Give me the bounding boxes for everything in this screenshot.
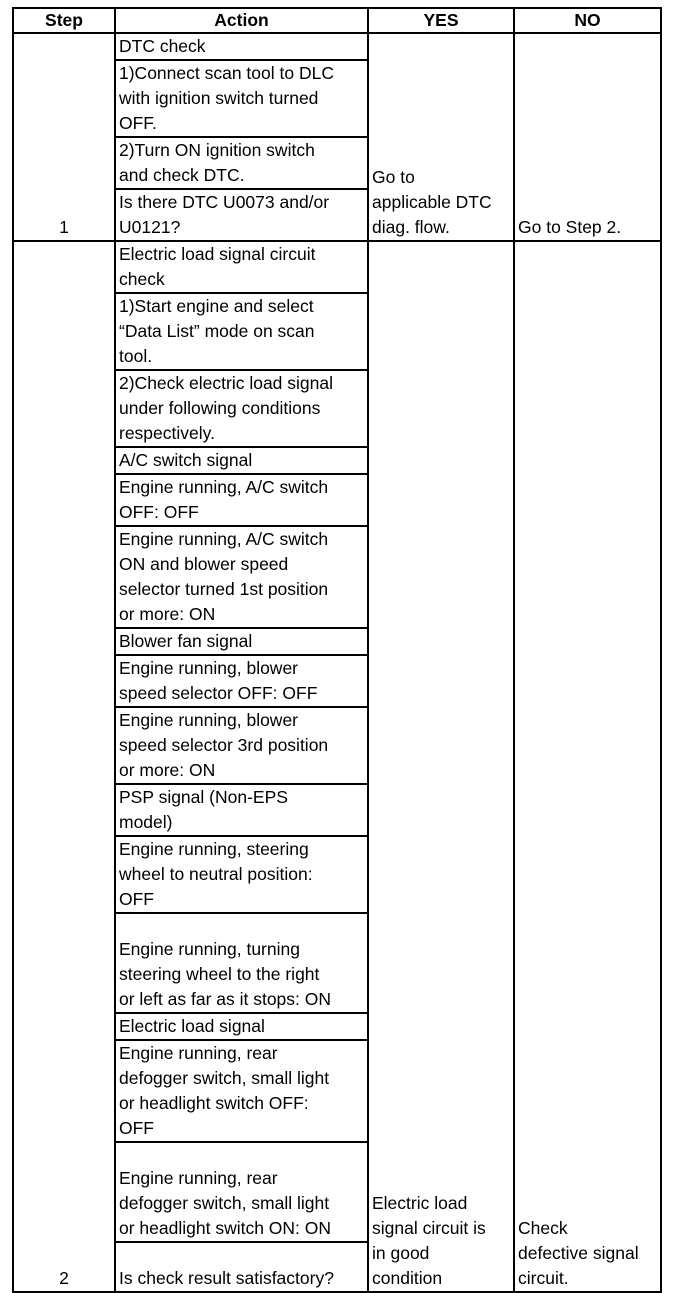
yes-result: Electric load signal circuit is in good condition	[368, 241, 514, 1292]
header-action: Action	[115, 8, 368, 33]
no-result: Go to Step 2.	[514, 33, 661, 241]
action-cell: Engine running, rear defogger switch, small light or headlight switch OFF: OFF	[115, 1040, 368, 1142]
action-cell: 1)Start engine and select “Data List” mode on scan tool.	[115, 293, 368, 370]
step-number: 1	[13, 33, 115, 241]
action-cell: Engine running, blower speed selector OFF: OFF	[115, 655, 368, 707]
action-cell: 1)Connect scan tool to DLC with ignition switch turned OFF.	[115, 60, 368, 137]
table-row	[13, 241, 661, 293]
action-cell: Electric load signal circuit check	[115, 241, 368, 293]
action-cell: Engine running, steering wheel to neutral position: OFF	[115, 836, 368, 913]
action-cell: Is check result satisfactory?	[115, 1242, 368, 1292]
step-number: 2	[13, 241, 115, 1292]
header-yes: YES	[368, 8, 514, 33]
action-cell: 2)Turn ON ignition switch and check DTC.	[115, 137, 368, 189]
action-cell: 2)Check electric load signal under following conditions respectively.	[115, 370, 368, 447]
action-cell: Engine running, A/C switch ON and blower speed selector turned 1st position or more: ON	[115, 526, 368, 628]
action-cell: Engine running, blower speed selector 3rd position or more: ON	[115, 707, 368, 784]
action-cell: Engine running, rear defogger switch, small light or headlight switch ON: ON	[115, 1142, 368, 1242]
header-step: Step	[13, 8, 115, 33]
action-cell: Is there DTC U0073 and/or U0121?	[115, 189, 368, 241]
action-cell: A/C switch signal	[115, 447, 368, 474]
header-no: NO	[514, 8, 661, 33]
action-cell: Engine running, turning steering wheel to the right or left as far as it stops: ON	[115, 913, 368, 1013]
no-result: Check defective signal circuit.	[514, 241, 661, 1292]
header-row	[13, 8, 661, 33]
action-cell: PSP signal (Non-EPS model)	[115, 784, 368, 836]
action-cell: Engine running, A/C switch OFF: OFF	[115, 474, 368, 526]
table-row	[13, 33, 661, 60]
action-cell: Blower fan signal	[115, 628, 368, 655]
action-cell: DTC check	[115, 33, 368, 60]
yes-result: Go to applicable DTC diag. flow.	[368, 33, 514, 241]
action-cell: Electric load signal	[115, 1013, 368, 1040]
diagnostic-table	[12, 7, 662, 1293]
